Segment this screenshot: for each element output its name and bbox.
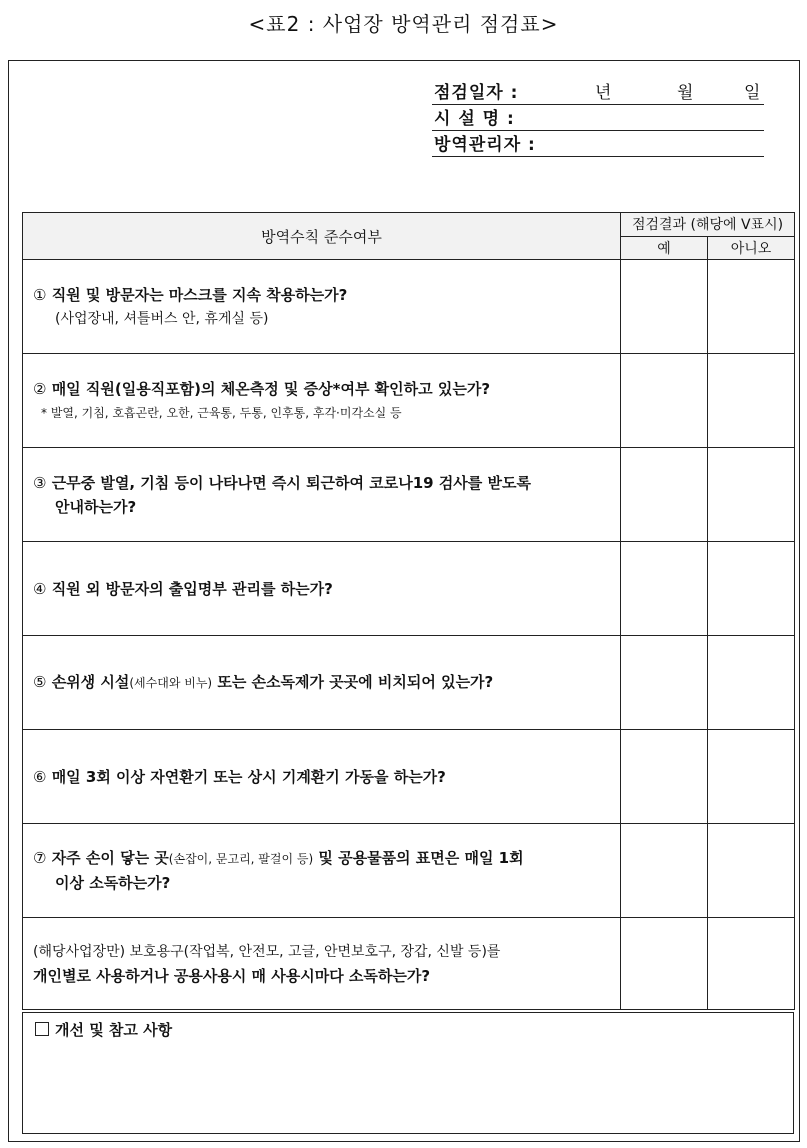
item-2: ② 매일 직원(일용직포함)의 체온측정 및 증상*여부 확인하고 있는가? * 발열, 기침, 호흡곤란, 오한, 근육통, 두통, 인후통, 후각·미각소실 등 (23, 354, 621, 448)
table-row (23, 636, 795, 730)
checklist-table (22, 212, 795, 1010)
manager-row (432, 132, 764, 157)
table-row (23, 730, 795, 824)
header-compliance: 방역수칙 준수여부 (23, 213, 621, 260)
table-row (23, 260, 795, 354)
answer-yes-5[interactable] (621, 636, 708, 730)
checkbox-icon[interactable] (35, 1022, 49, 1036)
table-row (23, 542, 795, 636)
month-label: 월 (677, 83, 694, 103)
answer-yes-8[interactable] (621, 918, 708, 1010)
answer-yes-7[interactable] (621, 824, 708, 918)
answer-no-1[interactable] (708, 260, 795, 354)
answer-no-6[interactable] (708, 730, 795, 824)
answer-yes-6[interactable] (621, 730, 708, 824)
inspection-date-row (432, 80, 764, 105)
item-1: ① 직원 및 방문자는 마스크를 지속 착용하는가? (사업장내, 셔틀버스 안, 휴게실 등) (23, 260, 621, 354)
item-6: ⑥ 매일 3회 이상 자연환기 또는 상시 기계환기 가동을 하는가? (23, 730, 621, 824)
day-label: 일 (744, 83, 761, 103)
table-row (23, 448, 795, 542)
header-no: 아니오 (708, 236, 795, 260)
answer-no-5[interactable] (708, 636, 795, 730)
answer-no-4[interactable] (708, 542, 795, 636)
notes-label: 개선 및 참고 사항 (55, 1021, 173, 1039)
header-result: 점검결과 (해당에 V표시) (621, 213, 795, 237)
answer-no-2[interactable] (708, 354, 795, 448)
item-8: (해당사업장만) 보호용구(작업복, 안전모, 고글, 안면보호구, 장갑, 신발 등)를 개인별로 사용하거나 공용사용시 매 사용시마다 소독하는가? (23, 918, 621, 1010)
table-row (23, 824, 795, 918)
table-row (23, 354, 795, 448)
facility-name-label: 시 설 명 : (434, 109, 515, 129)
answer-no-8[interactable] (708, 918, 795, 1010)
page-title: <표2 : 사업장 방역관리 점검표> (248, 12, 559, 36)
inspection-date-label: 점검일자 : (434, 83, 519, 103)
year-label: 년 (595, 83, 612, 103)
notes-heading (35, 1019, 172, 1040)
answer-no-7[interactable] (708, 824, 795, 918)
answer-yes-3[interactable] (621, 448, 708, 542)
table-row (23, 918, 795, 1010)
item-4: ④ 직원 외 방문자의 출입명부 관리를 하는가? (23, 542, 621, 636)
manager-label: 방역관리자 : (434, 135, 536, 155)
header-yes: 예 (621, 236, 708, 260)
answer-yes-1[interactable] (621, 260, 708, 354)
answer-no-3[interactable] (708, 448, 795, 542)
answer-yes-2[interactable] (621, 354, 708, 448)
item-7: ⑦ 자주 손이 닿는 곳(손잡이, 문고리, 팔걸이 등) 및 공용물품의 표면은 매일 1회 이상 소독하는가? (23, 824, 621, 918)
item-3: ③ 근무중 발열, 기침 등이 나타나면 즉시 퇴근하여 코로나19 검사를 받도록 안내하는가? (23, 448, 621, 542)
answer-yes-4[interactable] (621, 542, 708, 636)
facility-name-row (432, 106, 764, 131)
item-5: ⑤ 손위생 시설(세수대와 비누) 또는 손소독제가 곳곳에 비치되어 있는가? (23, 636, 621, 730)
notes-section[interactable] (22, 1012, 794, 1134)
